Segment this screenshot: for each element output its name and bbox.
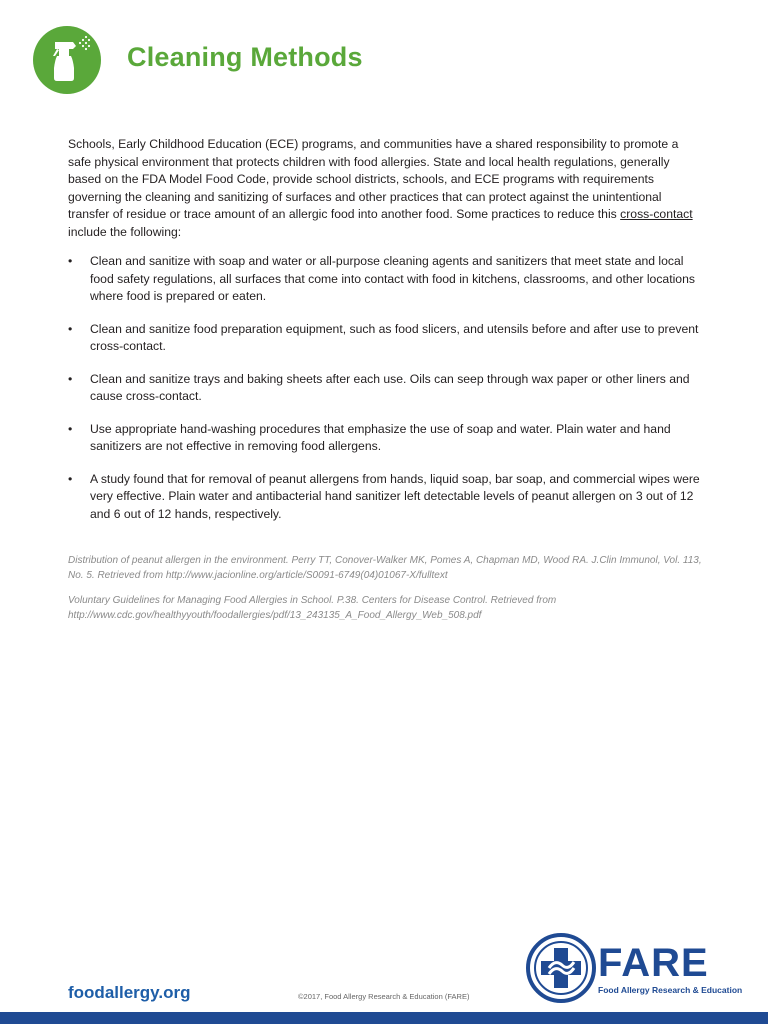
fare-tagline: Food Allergy Research & Education — [598, 985, 743, 995]
list-item — [68, 421, 704, 456]
list-item — [68, 321, 704, 356]
bullet-marker: • — [68, 421, 73, 436]
bullet-marker: • — [68, 471, 73, 486]
list-item — [68, 471, 704, 524]
intro-text-end: include the following: — [68, 224, 182, 239]
list-item — [68, 253, 704, 306]
copyright-notice: ©2017, Food Allergy Research & Education (FARE) — [298, 992, 470, 1001]
bullet-marker: • — [68, 321, 73, 336]
list-item-text: Clean and sanitize food preparation equipment, such as food slicers, and utensils before and after use to prevent cross-contact. — [90, 321, 699, 353]
reference-citation: Distribution of peanut allergen in the environment. Perry TT, Conover-Walker MK, Pomes A, Chapman MD, Wood RA. J.Clin Immunol, Vol. 113, No. 5. Retrieved from http://www.jacionline.org/article/S0091-6749(04)01067-X/fulltext — [68, 555, 702, 581]
bullet-marker: • — [68, 371, 73, 386]
website-link[interactable]: foodallergy.org — [68, 983, 191, 1002]
fare-wordmark: FARE — [598, 941, 709, 985]
page-title: Cleaning Methods — [127, 42, 363, 72]
fare-cross-logo-icon — [525, 932, 597, 1004]
practices-list — [68, 253, 704, 538]
bullet-marker: • — [68, 254, 73, 268]
cross-contact-link[interactable]: cross-contact — [620, 207, 693, 221]
references — [68, 553, 708, 633]
list-item-text: Clean and sanitize trays and baking sheets after each use. Oils can seep through wax paper or other liners and cause cross-contact. — [90, 371, 690, 403]
reference-citation: Voluntary Guidelines for Managing Food Allergies in School. P.38. Centers for Disease Control. Retrieved from http://www.cdc.gov/healthyyouth/foodallergies/pdf/13_243135_A_Food_Allergy_Web_508.pdf — [68, 595, 557, 621]
footer-bar — [0, 1012, 768, 1024]
list-item — [68, 371, 704, 406]
spray-bottle-icon — [33, 26, 101, 94]
list-item-text: Clean and sanitize with soap and water or all-purpose cleaning agents and sanitizers that meet state and local food safety regulations, all surfaces that come into contact with food in kitchens, classrooms, and other locations where food is prepared or eaten. — [90, 254, 695, 303]
intro-paragraph — [68, 136, 698, 241]
list-item-text: Use appropriate hand-washing procedures that emphasize the use of soap and water. Plain water and hand sanitizers are not effective in removing food allergens. — [90, 421, 671, 453]
list-item-text: A study found that for removal of peanut allergens from hands, liquid soap, bar soap, and commercial wipes were very effective. Plain water and antibacterial hand sanitizer left detectable levels of peanut allergen on 3 out of 12 and 6 out of 12 hands, respectively. — [90, 471, 700, 521]
intro-text: Schools, Early Childhood Education (ECE) programs, and communities have a shared responsibility to promote a safe physical environment that protects children with food allergies. State and local health regulations, generally based on the FDA Model Food Code, provide school districts, schools, and ECE programs with requirements governing the cleaning and sanitizing of surfaces and other practices that can protect against the unintentional transfer of residue or trace amount of an allergic food into another food. Some practices to reduce this — [68, 137, 679, 221]
